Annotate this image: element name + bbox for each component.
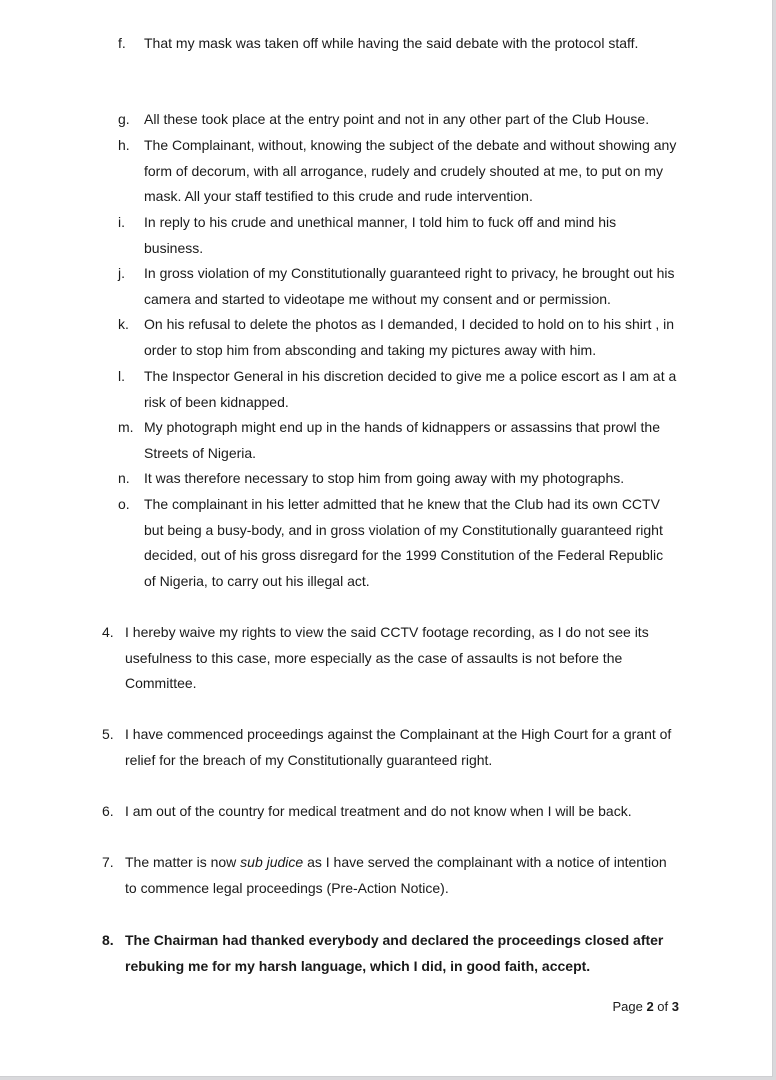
list-text: I am out of the country for medical treatment and do not know when I will be back. [125,803,632,819]
list-number: 5. [102,726,114,742]
list-text: In gross violation of my Constitutionally guaranteed right to privacy, he brought out his camera and started to videotape me without my consent and or permission. [144,265,675,307]
text-plain: as I have served the complainant with a notice of intention to commence legal proceedings (Pre-Action Notice). [125,854,667,896]
numbered-item-8 [102,928,682,979]
text-plain: The matter is now [125,854,241,870]
numbered-item-5 [102,722,682,773]
list-item-n [118,466,678,492]
list-marker: g. [118,111,130,127]
list-number: 6. [102,803,114,819]
text-italic-sub-judice: sub judice [240,854,304,870]
list-item-m [118,415,678,466]
of-word: of [657,999,669,1014]
list-marker: n. [118,470,130,486]
list-text [125,850,682,901]
list-number: 8. [102,932,114,948]
list-text: The complainant in his letter admitted that he knew that the Club had its own CCTV but being a busy-body, and in gross violation of my Constitutionally guaranteed right decided, out of his gross disregard for the 1999 Constitution of the Federal Republic of Nigeria, to carry out his illegal act. [144,496,664,590]
list-item-o [118,492,678,595]
list-item-f [118,31,678,57]
list-marker: j. [118,265,125,281]
list-marker: k. [118,316,129,332]
list-marker: l. [118,368,125,384]
list-text: It was therefore necessary to stop him from going away with my photographs. [144,470,625,486]
list-item-j [118,261,678,312]
list-text: All these took place at the entry point and not in any other part of the Club House. [144,111,650,127]
list-text: The Chairman had thanked everybody and declared the proceedings closed after rebuking me for my harsh language, which I did, in good faith, accept. [125,932,664,974]
list-text: In reply to his crude and unethical manner, I told him to fuck off and mind his business. [144,214,617,256]
current-page-number: 2 [646,999,654,1014]
numbered-item-6 [102,799,682,825]
list-marker: f. [118,35,126,51]
list-number: 7. [102,854,114,870]
page-number-footer [0,999,679,1014]
list-number: 4. [102,624,114,640]
list-text: I have commenced proceedings against the Complainant at the High Court for a grant of relief for the breach of my Constitutionally guaranteed right. [125,726,672,768]
list-marker: i. [118,214,125,230]
list-marker: m. [118,419,134,435]
list-item-g [118,107,678,133]
list-item-k [118,312,678,363]
list-marker: o. [118,496,130,512]
list-text: The Complainant, without, knowing the subject of the debate and without showing any form of decorum, with all arrogance, rudely and crudely shouted at me, to put on my mask. All your staff testified to this crude and rude intervention. [144,137,677,205]
list-item-l [118,364,678,415]
total-pages-number: 3 [671,999,679,1014]
list-text: The Inspector General in his discretion decided to give me a police escort as I am at a risk of been kidnapped. [144,368,677,410]
list-text: My photograph might end up in the hands of kidnappers or assassins that prowl the Streets of Nigeria. [144,419,660,461]
list-text: I hereby waive my rights to view the said CCTV footage recording, as I do not see its usefulness to this case, more especially as the case of assaults is not before the Committee. [125,624,649,692]
list-text: That my mask was taken off while having the said debate with the protocol staff. [144,35,639,51]
list-item-i [118,210,678,261]
numbered-item-7 [102,850,682,901]
list-text: On his refusal to delete the photos as I demanded, I decided to hold on to his shirt , in order to stop him from absconding and taking my pictures away with him. [144,316,674,358]
numbered-item-4 [102,620,682,697]
list-marker: h. [118,137,130,153]
page-word: Page [612,999,643,1014]
list-item-h [118,133,678,210]
